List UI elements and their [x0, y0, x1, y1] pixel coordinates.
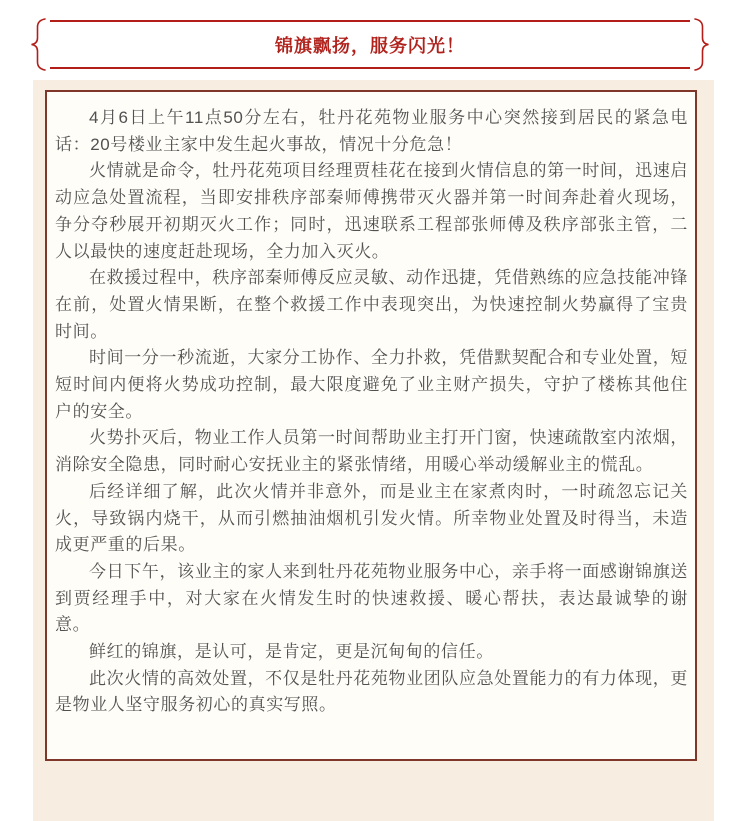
- title-banner-rules: [50, 20, 690, 69]
- right-brace-decoration: [694, 18, 710, 71]
- title-banner: [30, 20, 710, 69]
- left-brace-decoration: [30, 18, 46, 71]
- article-paragraph: 今日下午，该业主的家人来到牡丹花苑物业服务中心，亲手将一面感谢锦旗送到贾经理手中，对大家在火情发生时的快速救援、暖心帮扶，表达最诚挚的谢意。: [55, 561, 688, 635]
- article-paragraph: 在救援过程中，秩序部秦师傅反应灵敏、动作迅捷，凭借熟练的应急技能冲锋在前，处置火情果断，在整个救援工作中表现突出，为快速控制火势赢得了宝贵时间。: [55, 268, 688, 341]
- article-paragraph: 后经详细了解，此次火情并非意外，而是业主在家煮肉时，一时疏忽忘记关火，导致锅内烧干，从而引燃抽油烟机引发火情。所幸物业处置及时得当，未造成更严重的后果。: [55, 481, 688, 555]
- article-paragraph: 时间一分一秒流逝，大家分工协作、全力扑救，凭借默契配合和专业处置，短短时间内便将火势成功控制，最大限度避免了业主财产损失，守护了楼栋其他住户的安全。: [55, 348, 688, 421]
- article-panel: [33, 80, 714, 821]
- article-paragraph: 鲜红的锦旗，是认可，是肯定，更是沉甸甸的信任。: [89, 642, 494, 662]
- article-paragraph: 火势扑灭后，物业工作人员第一时间帮助业主打开门窗，快速疏散室内浓烟，消除安全隐患，同时耐心安抚业主的紧张情绪，用暖心举动缓解业主的慌乱。: [55, 428, 688, 475]
- article-paragraph: 火情就是命令，牡丹花苑项目经理贾桂花在接到火情信息的第一时间，迅速启动应急处置流程，当即安排秩序部秦师傅携带灭火器并第一时间奔赴着火现场，争分夺秒展开初期灭火工作；同时，迅速联系工程部张师傅及秩序部张主管，二人以最快的速度赶赴现场，全力加入灭火。: [55, 161, 688, 261]
- article-paragraph: 此次火情的高效处置，不仅是牡丹花苑物业团队应急处置能力的有力体现，更是物业人坚守服务初心的真实写照。: [55, 668, 688, 715]
- article-box: [45, 90, 697, 761]
- article-paragraph: 4月6日上午11点50分左右，牡丹花苑物业服务中心突然接到居民的紧急电话：20号楼业主家中发生起火事故，情况十分危急！: [55, 108, 688, 154]
- page-title: 锦旗飘扬，服务闪光！: [275, 35, 465, 56]
